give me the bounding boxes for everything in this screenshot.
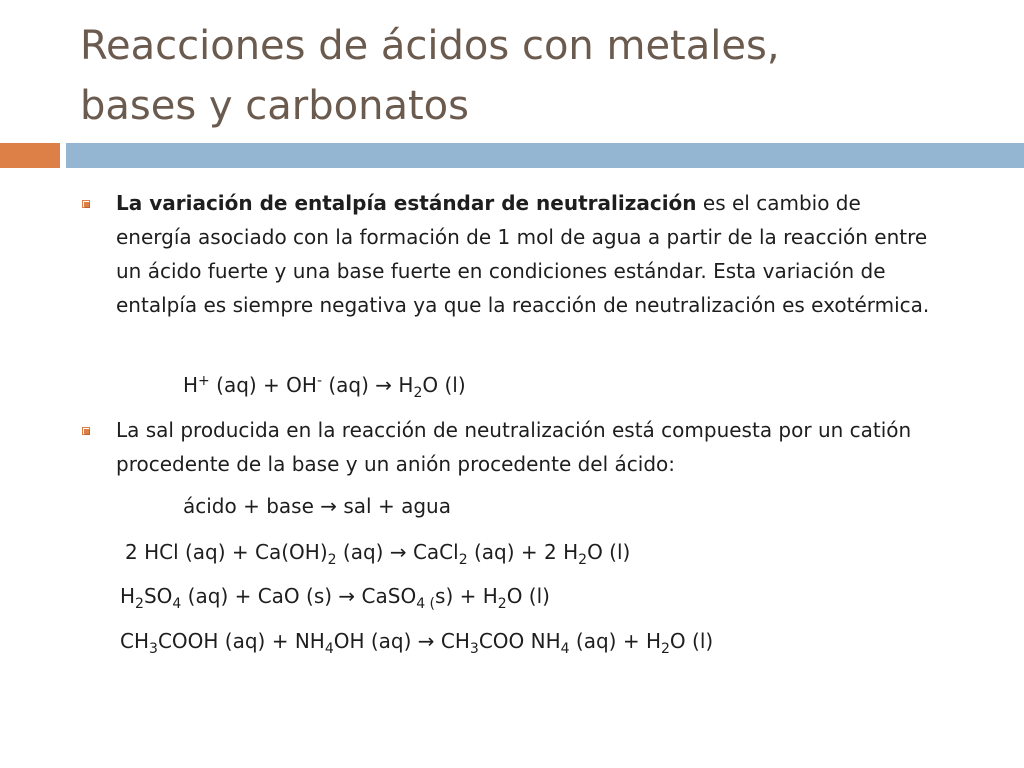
bullet-1-bold: La variación de entalpía estándar de neutralización	[116, 191, 697, 215]
slide-title	[80, 16, 980, 136]
equation-ch3cooh: $CH_3COOH$ $(aq) + NH_4OH$ $(aq) \to CH_3COO$ $NH_4$ $(aq) + H_2O$ (l)	[120, 629, 714, 657]
title-line-2: bases y carbonatos	[80, 83, 469, 129]
accent-bar-blue	[66, 143, 1024, 168]
equation-h2so4: $H_2SO_4$ (aq) + CaO (s) → CaSO$_{4 (}$s) + $H_2O$ (l)	[120, 584, 550, 612]
bullet-paragraph-1	[116, 186, 936, 322]
equation-neutralization: H+ (aq) + OH- $(aq) \to H_2O$ (l)	[183, 373, 466, 401]
equation-hcl: 2 HCl $(aq) + Ca(OH)_2$ (aq) → CaCl$_2$ (aq) + 2 $H_2O$ (l)	[125, 540, 631, 568]
bullet-square-icon	[82, 200, 90, 208]
bullet-paragraph-2: La sal producida en la reacción de neutralización está compuesta por un catión procedente de la base y un anión procedente del ácido:	[116, 418, 912, 476]
equation-word: ácido + base → sal + agua	[183, 494, 451, 518]
title-line-1: Reacciones de ácidos con metales,	[80, 23, 780, 69]
bullet-1-text: es el cambio de energía asociado con la formación de 1 mol de agua a partir de la reacción entre un ácido fuerte y una base fuerte en condiciones estándar. Esta variación de entalpía es siempre negativa ya que la reacción de neutralización es exotérmica.	[116, 191, 930, 317]
bullet-square-icon	[82, 427, 90, 435]
accent-bar-orange	[0, 143, 60, 168]
